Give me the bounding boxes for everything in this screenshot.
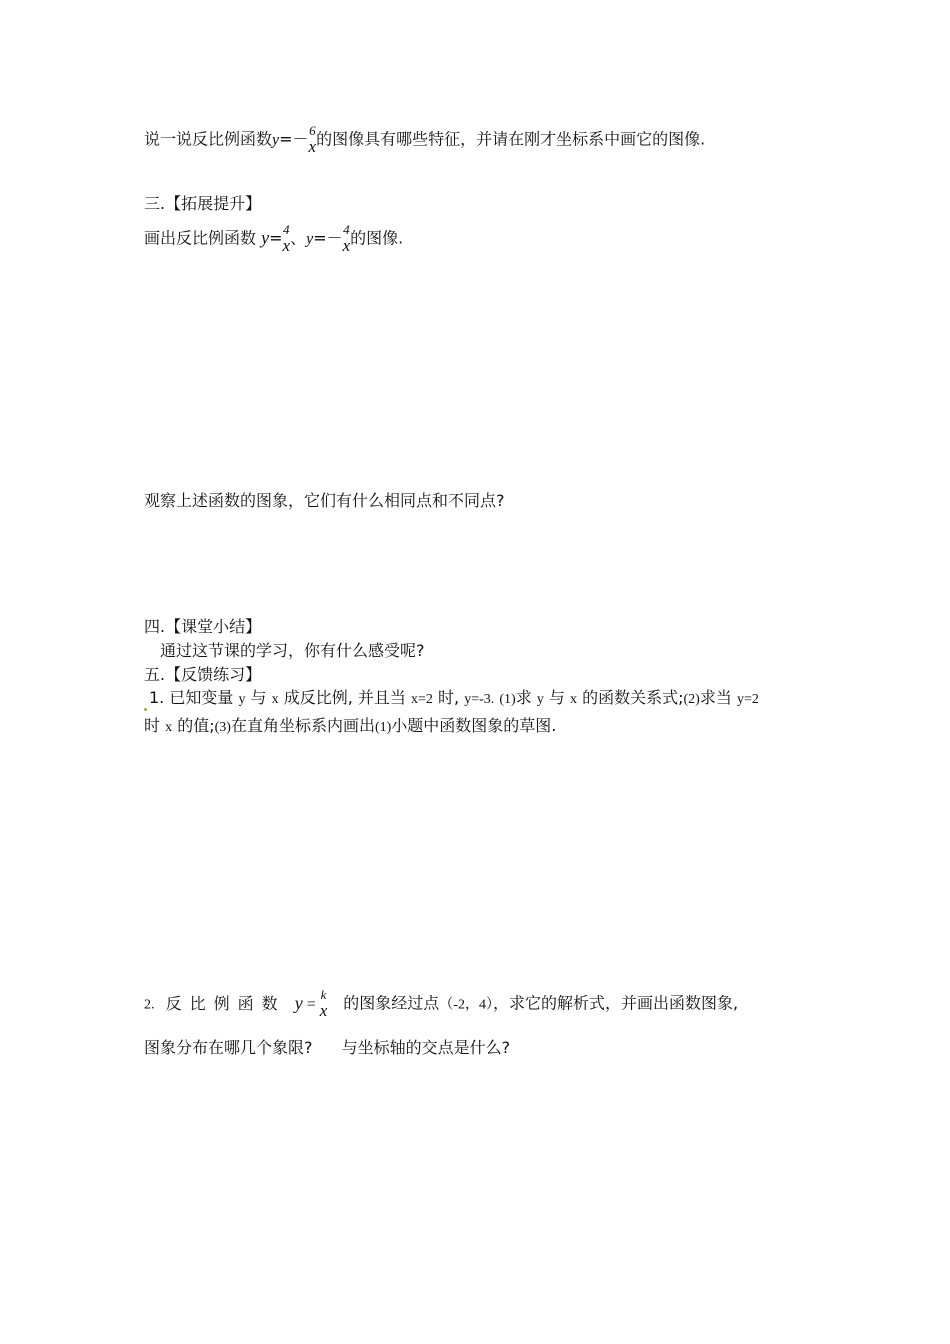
q1-intro: 1. 已知变量 [149, 688, 234, 707]
section3-prefix: 画出反比例函数 [144, 228, 257, 248]
q1-and: 与 [250, 688, 267, 707]
q2-quadrants: 图象分布在哪几个象限? [144, 1038, 313, 1057]
f-separator: 、 [290, 228, 307, 248]
intro-question [144, 124, 705, 156]
q1-line2 [144, 715, 556, 739]
intro-suffix: 的图像具有哪些特征，并请在刚才坐标系中画它的图像. [316, 129, 706, 149]
q2-num: k [320, 987, 327, 1002]
q1-sketch: 小题中函数图象的草图. [391, 716, 557, 735]
q2-number: 2. [144, 997, 155, 1013]
q1-ask: 求 [515, 688, 532, 707]
section3-suffix: 的图像. [350, 228, 404, 248]
q1-x3: x [165, 720, 173, 735]
intro-prefix: 说一说反比例函数 [144, 129, 273, 149]
section3-task [144, 223, 403, 255]
intro-y-var: y [272, 131, 280, 149]
q1-y1: y [238, 692, 246, 707]
q2-intersections: 与坐标轴的交点是什么? [341, 1038, 511, 1057]
q2-y-var: y [294, 992, 303, 1013]
q2-eq: = [306, 995, 316, 1013]
q1-part4: (1) [374, 720, 392, 735]
section5-heading: 五.【反馈练习】 [144, 665, 262, 684]
q1-when2: 求当 [699, 688, 732, 707]
q2-line1 [144, 988, 738, 1020]
section4-heading: 四.【课堂小结】 [144, 617, 262, 636]
observe-question: 观察上述函数的图象，它们有什么相同点和不同点? [144, 491, 505, 510]
q1-part3: (3) [214, 720, 231, 735]
q1-draw: 在直角坐标系内画出 [230, 716, 375, 735]
q1-x2: x [570, 692, 578, 707]
f2-y-var: y [306, 230, 314, 248]
q1-when: 时, [438, 688, 460, 707]
q1-line2-start: 时 [144, 716, 161, 735]
f2-eq: =－ [313, 228, 343, 248]
q1-part2: (2) [683, 692, 700, 707]
f2-num: 4 [343, 222, 350, 237]
q1-relation: 的函数关系式; [582, 688, 684, 707]
f2-fraction [343, 223, 351, 255]
q1-proportional: 成反比例, 并且当 [283, 688, 406, 707]
f1-fraction [283, 223, 291, 255]
q1-line1 [144, 687, 759, 711]
section3-heading: 三.【拓展提升】 [144, 194, 262, 213]
intro-eq: =－ [279, 129, 309, 149]
q2-line2 [144, 1037, 510, 1059]
q2-suffix: ，求它的解析式，并画出函数图象, [492, 993, 739, 1013]
f2-den: x [342, 236, 351, 255]
q1-x1: x [271, 692, 279, 707]
f1-eq: = [269, 228, 283, 248]
q1-cond3: y=2 [736, 692, 759, 707]
q1-value: 的值; [177, 716, 215, 735]
q2-point: （-2，4） [439, 997, 493, 1013]
section4-text: 通过这节课的学习，你有什么感受呢? [160, 641, 425, 660]
intro-fraction-num: 6 [309, 123, 316, 138]
q2-prefix: 反比例函数 [165, 993, 286, 1013]
q2-mid: 的图象经过点 [343, 993, 440, 1013]
q2-den: x [319, 1001, 328, 1020]
q1-and2: 与 [548, 688, 565, 707]
q1-cond2: y=-3. [464, 692, 495, 707]
q1-y2: y [536, 692, 544, 707]
intro-fraction [309, 124, 317, 156]
f1-den: x [282, 236, 291, 255]
q1-cond1: x=2 [411, 692, 433, 707]
q2-fraction [320, 988, 328, 1020]
q1-part1: (1) [499, 692, 516, 707]
intro-fraction-den: x [308, 137, 317, 156]
f1-y-var: y [261, 227, 270, 248]
f1-num: 4 [283, 222, 290, 237]
bullet-mark [144, 708, 147, 711]
